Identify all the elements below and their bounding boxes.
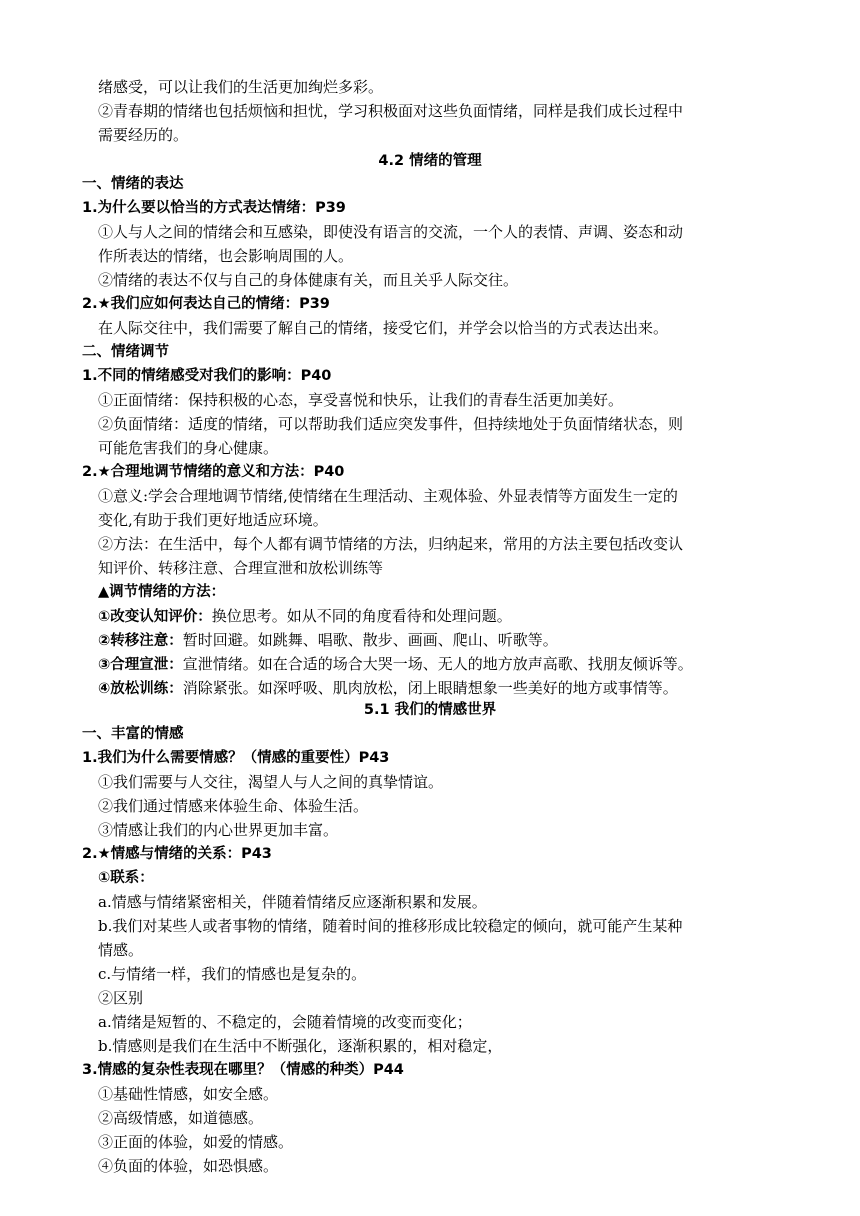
- text-line: c.与情绪一样，我们的情感也是复杂的。: [98, 965, 367, 983]
- heading: 一、丰富的情感: [82, 726, 184, 742]
- method-line: [98, 652, 693, 676]
- text-line: a.情感与情绪紧密相关，伴随着情绪反应逐渐积累和发展。: [98, 893, 487, 911]
- text-line: ①人与人之间的情绪会和互感染，即使没有语言的交流，一个人的表情、声调、姿态和动: [98, 223, 684, 241]
- text-line: ①基础性情感，如安全感。: [98, 1085, 279, 1103]
- text-line: ②情绪的表达不仅与自己的身体健康有关，而且关乎人际交往。: [98, 271, 519, 289]
- text-line: 可能危害我们的身心健康。: [98, 439, 279, 457]
- method-label: ③合理宣泄：: [98, 657, 183, 673]
- question-heading: 1.不同的情绪感受对我们的影响：P40: [82, 368, 332, 384]
- method-text: 宣泄情绪。如在合适的场合大哭一场、无人的地方放声高歌、找朋友倾诉等。: [182, 655, 693, 673]
- text-line: ②青春期的情绪也包括烦恼和担忧，学习积极面对这些负面情绪，同样是我们成长过程中: [98, 102, 684, 120]
- text-line: 情感。: [98, 941, 144, 959]
- text-line: ②我们通过情感来体验生命、体验生活。: [98, 797, 369, 815]
- text-line: ②负面情绪：适度的情绪，可以帮助我们适应突发事件，但持续地处于负面情绪状态，则: [98, 415, 684, 433]
- text-line: ①我们需要与人交往，渴望人与人之间的真挚情谊。: [98, 773, 444, 791]
- question-heading: 3.情感的复杂性表现在哪里？（情感的种类）P44: [82, 1062, 404, 1078]
- text-line: 需要经历的。: [98, 126, 189, 144]
- method-text: 换位思考。如从不同的角度看待和处理问题。: [211, 607, 512, 625]
- method-line: [98, 628, 558, 652]
- text-line: ②高级情感，如道德感。: [98, 1109, 264, 1127]
- question-heading: 2.★我们应如何表达自己的情绪：P39: [82, 296, 330, 312]
- question-heading: 1.为什么要以恰当的方式表达情绪：P39: [82, 200, 346, 216]
- sub-heading: ②区别: [98, 989, 144, 1007]
- method-label: ①改变认知评价：: [98, 609, 212, 625]
- text-line: ②方法：在生活中，每个人都有调节情绪的方法，归纳起来，常用的方法主要包括改变认: [98, 535, 684, 553]
- heading: 一、情绪的表达: [82, 176, 184, 192]
- method-text: 消除紧张。如深呼吸、肌肉放松，闭上眼睛想象一些美好的地方或事情等。: [182, 679, 678, 697]
- text-line: 作所表达的情绪，也会影响周围的人。: [98, 247, 354, 265]
- text-line: ④负面的体验，如恐惧感。: [98, 1157, 279, 1175]
- text-line: ①正面情绪：保持积极的心态，享受喜悦和快乐，让我们的青春生活更加美好。: [98, 391, 624, 409]
- method-line: [98, 676, 678, 700]
- text-line: 在人际交往中，我们需要了解自己的情绪，接受它们，并学会以恰当的方式表达出来。: [98, 319, 669, 337]
- text-line: ③情感让我们的内心世界更加丰富。: [98, 821, 339, 839]
- method-text: 暂时回避。如跳舞、唱歌、散步、画画、爬山、听歌等。: [182, 631, 558, 649]
- method-label: ②转移注意：: [98, 633, 183, 649]
- sub-heading: ①联系：: [98, 870, 154, 886]
- sub-heading: ▲调节情绪的方法：: [98, 584, 226, 600]
- question-heading: 2.★合理地调节情绪的意义和方法：P40: [82, 464, 345, 480]
- text-line: ③正面的体验，如爱的情感。: [98, 1133, 294, 1151]
- question-heading: 2.★情感与情绪的关系：P43: [82, 846, 272, 862]
- text-line: 绪感受，可以让我们的生活更加绚烂多彩。: [98, 78, 384, 96]
- text-line: b.情感则是我们在生活中不断强化，逐渐积累的，相对稳定，: [98, 1037, 503, 1055]
- section-title: 4.2 情绪的管理: [378, 153, 482, 169]
- question-heading: 1.我们为什么需要情感？（情感的重要性）P43: [82, 750, 390, 766]
- method-label: ④放松训练：: [98, 681, 183, 697]
- text-line: a.情绪是短暂的、不稳定的，会随着情境的改变而变化；: [98, 1013, 472, 1031]
- text-line: 变化,有助于我们更好地适应环境。: [98, 511, 328, 529]
- text-line: b.我们对某些人或者事物的情绪，随着时间的推移形成比较稳定的倾向，就可能产生某种: [98, 917, 683, 935]
- heading: 二、情绪调节: [82, 344, 169, 360]
- text-line: ①意义:学会合理地调节情绪,使情绪在生理活动、主观体验、外显表情等方面发生一定的: [98, 487, 678, 505]
- method-line: [98, 604, 512, 628]
- section-title: 5.1 我们的情感世界: [363, 702, 497, 718]
- text-line: 知评价、转移注意、合理宣泄和放松训练等: [98, 559, 384, 577]
